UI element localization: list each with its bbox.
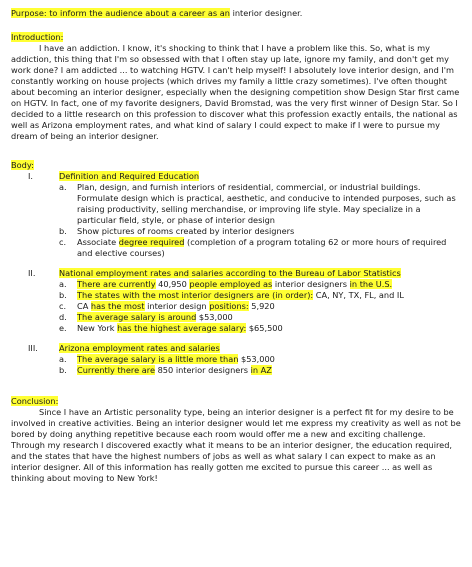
purpose-label: Purpose: to inform the audience about a career as an xyxy=(11,8,230,18)
section-title: Arizona employment rates and salaries xyxy=(59,343,220,353)
body-section-3 xyxy=(11,343,462,354)
item-text: 850 interior designers xyxy=(154,365,251,375)
item-letter: a. xyxy=(59,279,67,289)
list-item xyxy=(11,323,462,334)
item-text: interior designers xyxy=(272,279,350,289)
item-text: CA, NY, TX, FL, and IL xyxy=(313,290,404,300)
item-highlight: has the highest average salary: xyxy=(117,323,247,333)
item-highlight: has the most xyxy=(90,301,145,311)
list-item xyxy=(11,279,462,290)
item-highlight: positions: xyxy=(209,301,249,311)
item-text: 5,920 xyxy=(248,301,275,311)
item-highlight: The average salary is a little more than xyxy=(77,354,239,364)
item-highlight: degree required xyxy=(118,237,185,247)
item-text: interior design xyxy=(144,301,210,311)
item-text: 40,950 xyxy=(155,279,190,289)
item-letter: a. xyxy=(59,182,67,192)
introduction-heading: Introduction: xyxy=(11,32,64,42)
item-text: $53,000 xyxy=(196,312,233,322)
conclusion-text: Since I have an Artistic personality type, being an interior designer is a perfect fit for my desire to be involved in creative activities. Being an interior designer would let me express my creativity as well as not be bored by doing anything repetitive because each room would offer me a new and exciting challenge. Through my research I discovered exactly what it means to be an interior designer, the education required, and the states that have the highest numbers of jobs as well as what salary I can expect to make as an interior designer. All of this information has really gotten me excited to pursue this career ... as well as thinking about moving to New York! xyxy=(11,407,461,483)
item-letter: a. xyxy=(59,354,67,364)
item-highlight: The average salary is around xyxy=(77,312,197,322)
conclusion-heading: Conclusion: xyxy=(11,396,59,406)
section-title: Definition and Required Education xyxy=(59,171,200,181)
item-text: $53,000 xyxy=(238,354,275,364)
item-letter: c. xyxy=(59,301,67,311)
item-text: Associate xyxy=(77,237,119,247)
item-highlight: The states with the most interior designers are (in order): xyxy=(77,290,314,300)
list-item xyxy=(11,290,462,301)
list-item xyxy=(11,354,462,365)
item-text: Plan, design, and furnish interiors of residential, commercial, or industrial buildings. Formulate design which is practical, aesthetic, and conducive to intended purposes, such as raising productivity, selling merchandise, or improving life style. May specialize in a particular field, style, or phase of interior design xyxy=(77,182,456,225)
item-text: $65,500 xyxy=(246,323,283,333)
introduction-text: I have an addiction. I know, it's shocking to think that I have a problem like this. So, what is my addiction, this thing that I'm so obsessed with that I often stay up late, ignore my family, and don't get my work done? I am addicted ... to watching HGTV. I can't help myself! I absolutely love interior design, and I'm constantly working on house projects (which drives my family a little crazy sometimes). I've often thought about becoming an interior designer, especially when the designing competition show Design Star first came on HGTV. In fact, one of my favorite designers, David Bromstad, was the very first winner of Design Star. So I decided to a little research on this profession to discover what this profession exactly entails, the national as well as Arizona employment rates, and what kind of salary I could expect to make if I were to pursue my dream of being an interior designer. xyxy=(11,43,460,141)
item-text: CA xyxy=(77,301,91,311)
item-letter: e. xyxy=(59,323,67,333)
purpose-rest: interior designer. xyxy=(229,8,303,18)
list-item xyxy=(11,237,462,259)
body-section-2 xyxy=(11,268,462,279)
purpose-line xyxy=(11,8,462,19)
list-item xyxy=(11,182,462,226)
item-highlight: Currently there are xyxy=(77,365,155,375)
list-item xyxy=(11,365,462,376)
item-highlight: in the U.S. xyxy=(349,279,393,289)
section-title: National employment rates and salaries according to the Bureau of Labor Statistics xyxy=(59,268,401,278)
item-highlight: people employed as xyxy=(189,279,273,289)
item-letter: d. xyxy=(59,312,67,322)
item-highlight: There are currently xyxy=(77,279,156,289)
body-section-1 xyxy=(11,171,462,182)
item-letter: b. xyxy=(59,365,67,375)
section-numeral: II. xyxy=(28,268,36,278)
item-text: (completion of a program totaling 62 or more hours of required and elective courses) xyxy=(77,237,447,258)
item-text: New York xyxy=(77,323,118,333)
body-heading: Body: xyxy=(11,160,34,170)
section-numeral: III. xyxy=(28,343,38,353)
list-item xyxy=(11,226,462,237)
item-letter: b. xyxy=(59,290,67,300)
section-numeral: I. xyxy=(28,171,34,181)
list-item xyxy=(11,312,462,323)
item-letter: b. xyxy=(59,226,67,236)
item-letter: c. xyxy=(59,237,67,247)
item-text: Show pictures of rooms created by interior designers xyxy=(77,226,295,236)
item-highlight: in AZ xyxy=(250,365,272,375)
list-item xyxy=(11,301,462,312)
